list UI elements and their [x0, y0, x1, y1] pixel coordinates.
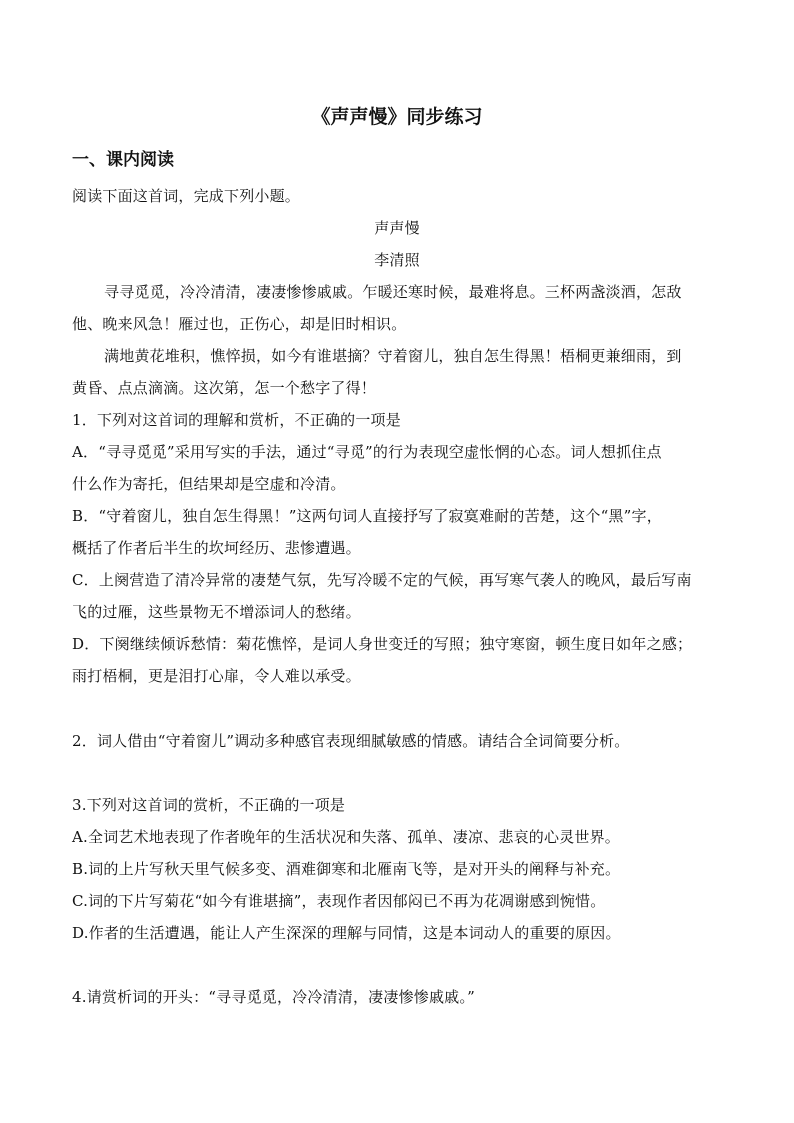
poem-line: 寻寻觅觅，冷冷清清，凄凄惨惨戚戚。乍暖还寒时候，最难将息。三杯两盏淡酒，怎敌	[104, 283, 682, 301]
question-4: 4.请赏析词的开头：“寻寻觅觅，冷冷清清，凄凄惨惨戚戚。”	[72, 988, 475, 1006]
question-1-option-d: D．下阕继续倾诉愁情：菊花憔悴，是词人身世变迁的写照；独守寒窗，顿生度日如年之感；	[72, 635, 693, 653]
question-3-option-b: B.词的上片写秋天里气候多变、酒难御寒和北雁南飞等，是对开头的阐释与补充。	[72, 860, 621, 878]
question-3-stem: 3.下列对这首词的赏析，不正确的一项是	[72, 796, 346, 814]
question-1-option-a-cont: 什么作为寄托，但结果却是空虚和冷清。	[72, 475, 346, 493]
poem-line: 黄昏、点点滴滴。这次第，怎一个愁字了得！	[72, 379, 377, 397]
question-1-option-c: C．上阕营造了清冷异常的凄楚气氛，先写冷暖不定的气候，再写寒气袭人的晚风，最后写南	[72, 571, 692, 589]
poem-author: 李清照	[374, 251, 420, 269]
question-1-option-b: B．“守着窗儿，独自怎生得黑！”这两句词人直接抒写了寂寞难耐的苦楚，这个“黑”字，	[72, 507, 662, 525]
question-3-option-d: D.作者的生活遭遇，能让人产生深深的理解与同情，这是本词动人的重要的原因。	[72, 924, 621, 942]
question-3-option-a: A.全词艺术地表现了作者晚年的生活状况和失落、孤单、凄凉、悲哀的心灵世界。	[72, 828, 621, 846]
question-1-option-d-cont: 雨打梧桐，更是泪打心扉，令人难以承受。	[72, 667, 361, 685]
question-1-option-a: A．“寻寻觅觅”采用写实的手法，通过“寻觅”的行为表现空虚怅惘的心态。词人想抓住点	[72, 443, 662, 461]
question-1-option-b-cont: 概括了作者后半生的坎坷经历、悲惨遭遇。	[72, 539, 361, 557]
page-title: 《声声慢》同步练习	[311, 106, 483, 128]
question-1-option-c-cont: 飞的过雁，这些景物无不增添词人的愁绪。	[72, 603, 361, 621]
question-1-stem: 1．下列对这首词的理解和赏析，不正确的一项是	[72, 411, 401, 429]
question-3-option-c: C.词的下片写菊花“如今有谁堪摘”，表现作者因郁闷已不再为花凋谢感到惋惜。	[72, 892, 606, 910]
section-heading: 一、课内阅读	[72, 150, 174, 170]
poem-title: 声声慢	[374, 219, 420, 237]
poem-line: 满地黄花堆积，憔悴损，如今有谁堪摘？守着窗儿，独自怎生得黑！梧桐更兼细雨，到	[104, 347, 682, 365]
reading-instruction: 阅读下面这首词，完成下列小题。	[72, 187, 301, 205]
poem-line: 他、晚来风急！雁过也，正伤心，却是旧时相识。	[72, 315, 407, 333]
question-2: 2．词人借由“守着窗儿”调动多种感官表现细腻敏感的情感。请结合全词简要分析。	[72, 732, 630, 750]
